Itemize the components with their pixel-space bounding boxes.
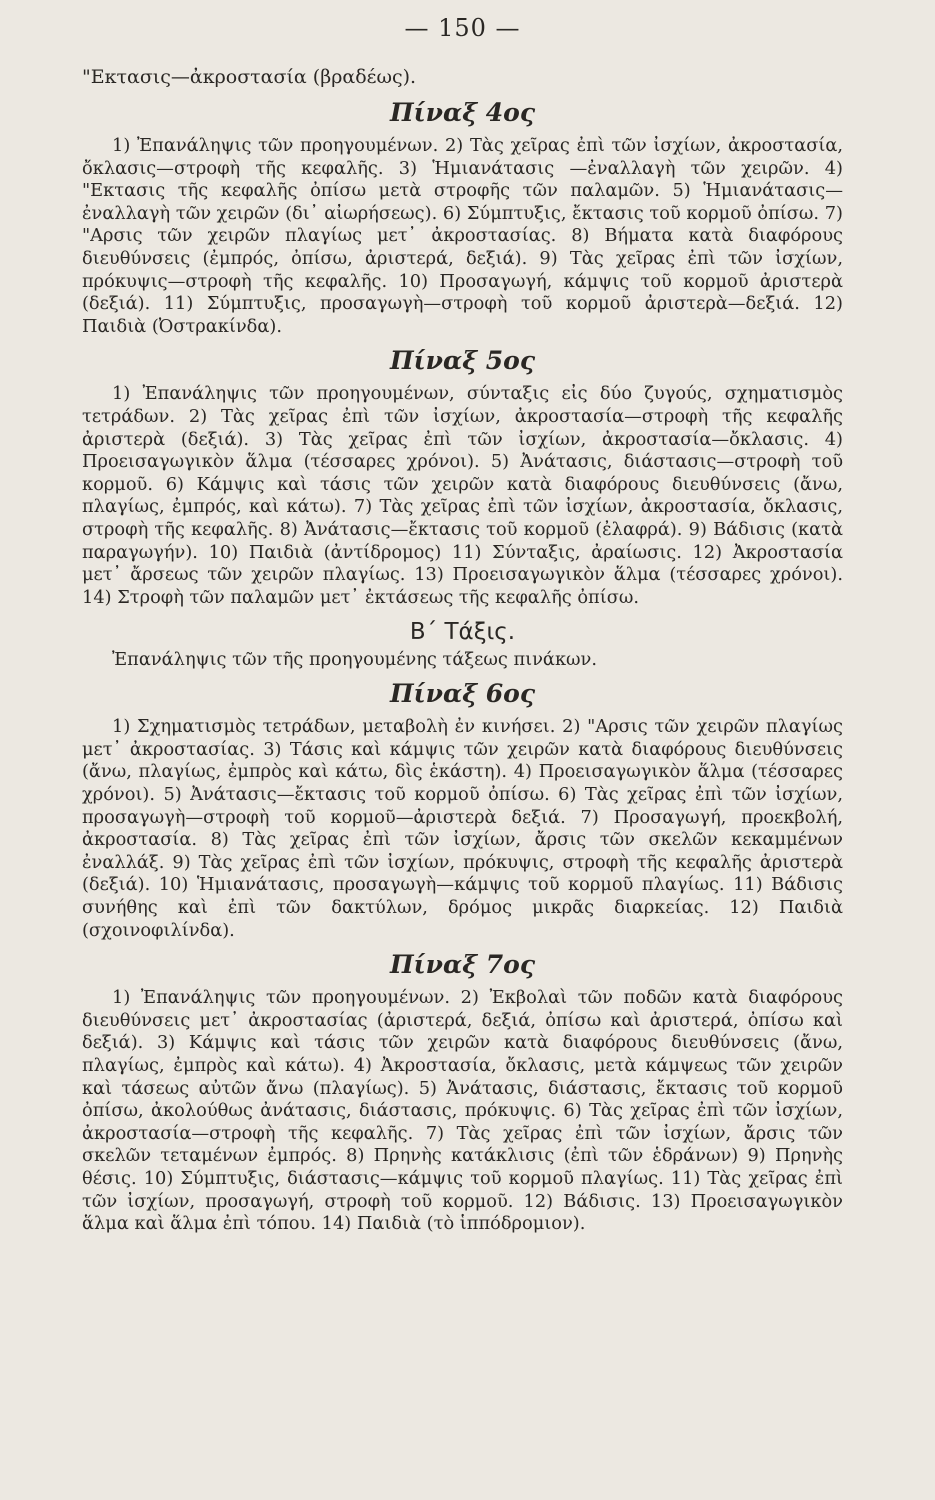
class-b-note: Ἐπανάληψις τῶν τῆς προηγουμένης τάξεως πινάκων. bbox=[112, 649, 598, 671]
page-number: — 150 — bbox=[404, 14, 521, 42]
table-5-title: Πίναξ 5ος bbox=[389, 346, 536, 376]
table-6-title: Πίναξ 6ος bbox=[389, 679, 536, 709]
table-6-block bbox=[82, 679, 843, 942]
table-7-text: 1) Ἐπανάληψις τῶν προηγουμένων. 2) Ἐκβολαὶ τῶν ποδῶν κατὰ διαφόρους διευθύνσεις μετ᾽ ἀκροστασίας (ἀριστερά, δεξιά, ὀπίσω καὶ ἀριστερά, ὀπίσω καὶ δεξιά). 3) Κάμψις καὶ τάσις τῶν χειρῶν κατὰ διαφόρους διευθύνσεις (ἄνω, πλαγίως, ἐμπρὸς καὶ κάτω). 4) Ἀκροστασία, ὄκλασις, μετὰ κάμψεως τῶν χειρῶν καὶ τάσεως αὐτῶν ἄνω (πλαγίως). 5) Ἀνάτασις, διάστασις, ἔκτασις τοῦ κορμοῦ ὀπίσω, ἀκολούθως ἀνάτασις, διάστασις, πρόκυψις. 6) Τὰς χεῖρας ἐπὶ τῶν ἰσχίων, ἀκροστασία—στροφὴ τῆς κεφαλῆς. 7) Τὰς χεῖρας ἐπὶ τῶν ἰσχίων, ἄρσις τῶν σκελῶν τεταμένων ἐμπρός. 8) Πρηνὴς κατάκλισις (ἐπὶ τῶν ἑδράνων) 9) Πρηνὴς θέσις. 10) Σύμπτυξις, διάστασις—κάμψις τοῦ κορμοῦ πλαγίως. 11) Τὰς χεῖρας ἐπὶ τῶν ἰσχίων, προσαγωγή, στροφὴ τοῦ κορμοῦ. 12) Βάδισις. 13) Προεισαγωγικὸν ἅλμα καὶ ἅλμα ἐπὶ τόπου. 14) Παιδιὰ (τὸ ἱππόδρομιον). bbox=[82, 987, 843, 1235]
section-heading: "Εκτασις—ἀκροστασία (βραδέως). bbox=[82, 66, 417, 88]
class-b-title: Β΄ Τάξις. bbox=[409, 619, 516, 646]
table-5-block bbox=[82, 346, 843, 609]
table-6-text: 1) Σχηματισμὸς τετράδων, μεταβολὴ ἐν κινήσει. 2) "Αρσις τῶν χειρῶν πλαγίως μετ᾽ ἀκροστασίας. 3) Τάσις καὶ κάμψις τῶν χειρῶν κατὰ διαφόρους διευθύνσεις (ἄνω, πλαγίως, ἐμπρὸς καὶ κάτω, δὶς ἑκάστη). 4) Προεισαγωγικὸν ἅλμα (τέσσαρες χρόνοι). 5) Ἀνάτασις—ἔκτασις τοῦ κορμοῦ ὀπίσω. 6) Τὰς χεῖρας ἐπὶ τῶν ἰσχίων, προσαγωγὴ—στροφὴ τοῦ κορμοῦ—ἀριστερὰ δεξιά. 7) Προσαγωγή, προεκβολή, ἀκροστασία. 8) Τὰς χεῖρας ἐπὶ τῶν ἰσχίων, ἄρσις τῶν σκελῶν κεκαμμένων ἐναλλάξ. 9) Τὰς χεῖρας ἐπὶ τῶν ἰσχίων, πρόκυψις, στροφὴ τῆς κεφαλῆς ἀριστερὰ (δεξιά). 10) Ἡμιανάτασις, προσαγωγὴ—κάμψις τοῦ κορμοῦ πλαγίως. 11) Βάδισις συνήθης καὶ ἐπὶ τῶν δακτύλων, δρόμος μικρᾶς διαρκείας. 12) Παιδιὰ (σχοινοφιλίνδα). bbox=[82, 716, 843, 941]
table-4-text: 1) Ἐπανάληψις τῶν προηγουμένων. 2) Τὰς χεῖρας ἐπὶ τῶν ἰσχίων, ἀκροστασία, ὄκλασις—στροφὴ τῆς κεφαλῆς. 3) Ἡμιανάτασις —ἐναλλαγὴ τῶν χειρῶν. 4) "Εκτασις τῆς κεφαλῆς ὀπίσω μετὰ στροφῆς τῶν παλαμῶν. 5) Ἡμιανάτασις—ἐναλλαγὴ τῶν χειρῶν (δι᾽ αἰωρήσεως). 6) Σύμπτυξις, ἔκτασις τοῦ κορμοῦ ὀπίσω. 7) "Αρσις τῶν χειρῶν πλαγίως μετ᾽ ἀκροστασίας. 8) Βήματα κατὰ διαφόρους διευθύνσεις (ἐμπρός, ὀπίσω, ἀριστερά, δεξιά). 9) Τὰς χεῖρας ἐπὶ τῶν ἰσχίων, πρόκυψις—στροφὴ τῆς κεφαλῆς. 10) Προσαγωγή, κάμψις τοῦ κορμοῦ ἀριστερὰ (δεξιά). 11) Σύμπτυξις, προσαγωγὴ—στροφὴ τοῦ κορμοῦ ἀριστερὰ—δεξιά. 12) Παιδιὰ (Ὀστρακίνδα). bbox=[82, 135, 843, 337]
table-7-block bbox=[82, 950, 843, 1236]
table-4-title: Πίναξ 4ος bbox=[389, 98, 536, 127]
table-5-text: 1) Ἐπανάληψις τῶν προηγουμένων, σύνταξις εἰς δύο ζυγούς, σχηματισμὸς τετράδων. 2) Τὰς χεῖρας ἐπὶ τῶν ἰσχίων, ἀκροστασία—στροφὴ τῆς κεφαλῆς ἀριστερὰ (δεξιά). 3) Τὰς χεῖρας ἐπὶ τῶν ἰσχίων, ἀκροστασία—ὄκλασις. 4) Προεισαγωγικὸν ἅλμα (τέσσαρες χρόνοι). 5) Ἀνάτασις, διάστασις—στροφὴ τοῦ κορμοῦ. 6) Κάμψις καὶ τάσις τῶν χειρῶν κατὰ διαφόρους διευθύνσεις (ἄνω, πλαγίως, ἐμπρός, καὶ κάτω). 7) Τὰς χεῖρας ἐπὶ τῶν ἰσχίων, ἀκροστασία, ὄκλασις, στροφὴ τῆς κεφαλῆς. 8) Ἀνάτασις—ἔκτασις τοῦ κορμοῦ (ἐλαφρά). 9) Βάδισις (κατὰ παραγωγήν). 10) Παιδιὰ (ἀντίδρομος) 11) Σύνταξις, ἀραίωσις. 12) Ἀκροστασία μετ᾽ ἄρσεως τῶν χειρῶν πλαγίως. 13) Προεισαγωγικὸν ἅλμα (τέσσαρες χρόνοι). 14) Στροφὴ τῶν παλαμῶν μετ᾽ ἐκτάσεως τῆς κεφαλῆς ὀπίσω. bbox=[82, 383, 843, 608]
table-4-block bbox=[82, 98, 843, 338]
table-7-title: Πίναξ 7ος bbox=[389, 950, 536, 980]
